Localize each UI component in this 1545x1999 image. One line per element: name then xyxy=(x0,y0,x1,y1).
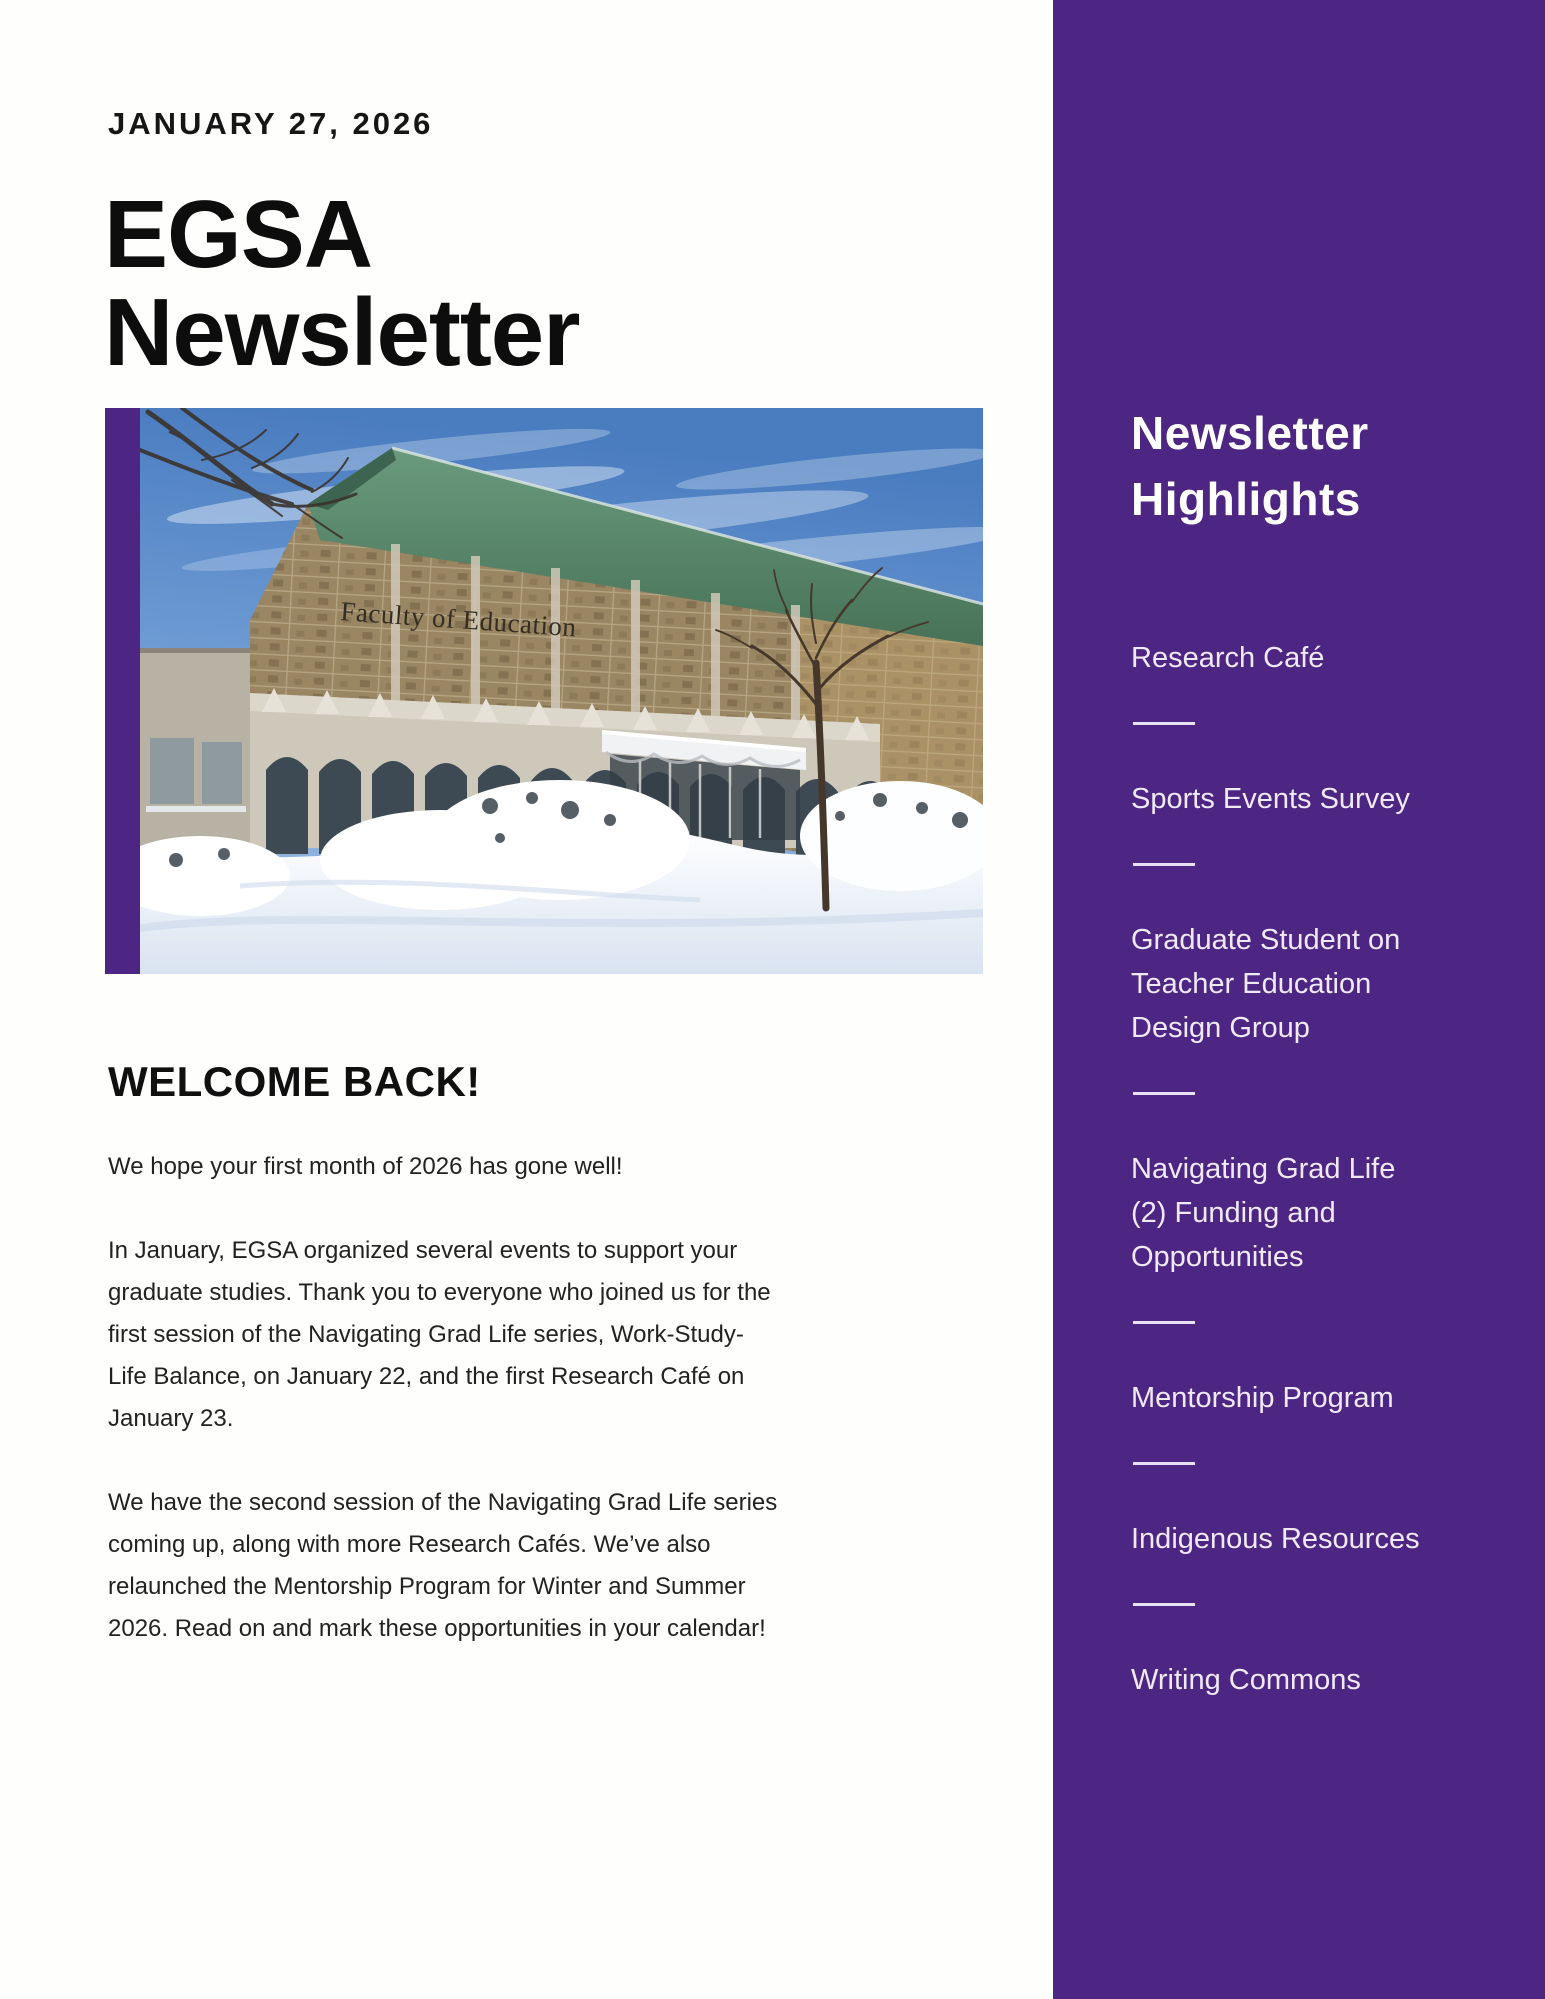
highlight-item-sports-survey: Sports Events Survey xyxy=(1131,783,1410,815)
sidebar-heading-line1: Newsletter xyxy=(1131,407,1369,459)
highlight-item-research-cafe: Research Café xyxy=(1131,642,1325,674)
divider xyxy=(1133,1462,1195,1465)
faculty-building-photo xyxy=(140,408,983,974)
divider xyxy=(1133,1092,1195,1095)
highlight-item-navigating-grad-life: Navigating Grad Life (2) Funding and Opportunities xyxy=(1131,1153,1396,1273)
highlight-item-design-group: Graduate Student on Teacher Education Design Group xyxy=(1131,924,1401,1044)
highlight-item-mentorship-program: Mentorship Program xyxy=(1131,1382,1394,1414)
building-sign-text: Faculty of Education xyxy=(339,596,578,643)
highlights-sidebar xyxy=(1053,0,1545,1999)
paragraph: We have the second session of the Navigating Grad Life series coming up, along with more Research Cafés. We’ve also relaunched the Mentorship Program for Winter and Summer 2026. Read on and mark these opportunities in your calendar! xyxy=(108,1489,778,1642)
highlight-item-writing-commons: Writing Commons xyxy=(1131,1664,1361,1696)
body-paragraphs xyxy=(108,1146,780,1692)
divider xyxy=(1133,1603,1195,1606)
sidebar-heading xyxy=(1131,400,1505,532)
highlight-item-indigenous-resources: Indigenous Resources xyxy=(1131,1523,1420,1555)
newsletter-title xyxy=(104,181,580,386)
sidebar-heading-line2: Highlights xyxy=(1131,473,1361,525)
paragraph: We hope your first month of 2026 has gone well! xyxy=(108,1153,623,1180)
photo-accent-stripe xyxy=(105,408,140,974)
divider xyxy=(1133,1321,1195,1324)
issue-date: JANUARY 27, 2026 xyxy=(108,106,434,141)
paragraph: In January, EGSA organized several events to support your graduate studies. Thank you to everyone who joined us for the first session of the Navigating Grad Life series, Work-Study-Life Balance, on January 22, and the first Research Café on January 23. xyxy=(108,1237,771,1432)
newsletter-title-line2: Newsletter xyxy=(104,279,580,386)
cover-photo xyxy=(105,408,983,974)
divider xyxy=(1133,722,1195,725)
divider xyxy=(1133,863,1195,866)
newsletter-title-line1: EGSA xyxy=(104,181,373,288)
section-heading-welcome: WELCOME BACK! xyxy=(108,1058,481,1105)
